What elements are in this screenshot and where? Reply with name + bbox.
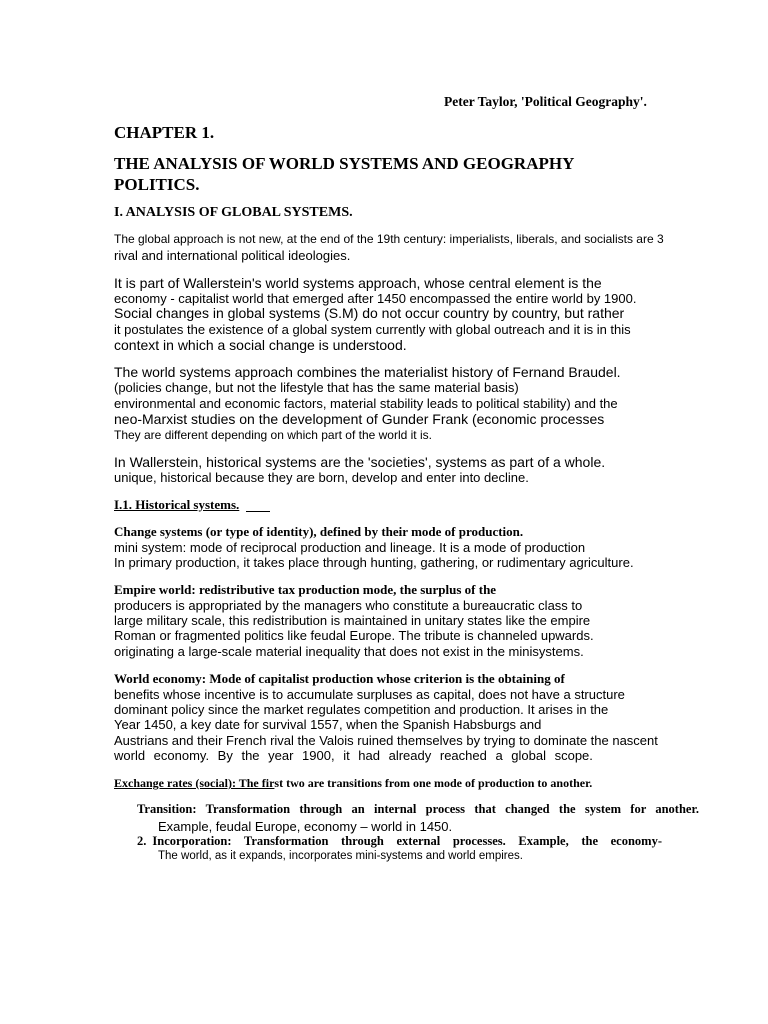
paragraph-line: originating a large-scale material inequality that does not exist in the minisystems. [114,644,584,659]
exchange-rates-text: st two are transitions from one mode of production to another. [274,776,593,790]
paragraph-line: mini system: mode of reciprocal production and lineage. It is a mode of production [114,540,586,555]
chapter-heading: CHAPTER 1. [114,123,215,142]
paragraph-line: it postulates the existence of a global system currently with global outreach and it is in this [114,322,631,337]
subheading-empire-world: Empire world: redistributive tax production mode, the surplus of the [114,582,497,597]
chapter-title-line-1: THE ANALYSIS OF WORLD SYSTEMS AND GEOGRAPHY [114,154,575,173]
list-item-incorporation-text: The world, as it expands, incorporates mini-systems and world empires. [158,850,523,862]
paragraph-line: Austrians and their French rival the Valois ruined themselves by trying to dominate the nascent [114,733,658,748]
paragraph-line: context in which a social change is understood. [114,337,407,353]
subheading-change-systems: Change systems (or type of identity), defined by their mode of production. [114,524,524,539]
paragraph-line: They are different depending on which part of the world it is. [114,428,432,442]
section-heading-global-systems: I. ANALYSIS OF GLOBAL SYSTEMS. [114,205,353,220]
paragraph-line: In Wallerstein, historical systems are the 'societies', systems as part of a whole. [114,454,606,470]
paragraph-line: economy - capitalist world that emerged after 1450 encompassed the entire world by 1900. [114,291,637,306]
paragraph-line: producers is appropriated by the managers who constitute a bureaucratic class to [114,598,583,613]
author-credit: Peter Taylor, 'Political Geography'. [444,94,647,109]
list-item-incorporation-title: Incorporation: Transformation through external processes. Example, the economy- [152,834,662,848]
heading-underline-rule [246,511,270,512]
paragraph-line: dominant policy since the market regulates competition and production. It arises in the [114,702,609,717]
paragraph-line: world economy. By the year 1900, it had already reached a global scope. [114,748,593,763]
paragraph-line: The world systems approach combines the materialist history of Fernand Braudel. [114,364,621,380]
list-item-transition-heading: Transition: Transformation through an internal process that changed the system for another. [137,802,699,816]
paragraph-line: rival and international political ideologies. [114,248,351,263]
paragraph-line: Roman or fragmented politics like feudal Europe. The tribute is channeled upwards. [114,628,594,643]
list-item-transition-text: Example, feudal Europe, economy – world in 1450. [158,819,453,834]
paragraph-line: In primary production, it takes place through hunting, gathering, or rudimentary agriculture. [114,555,634,570]
exchange-rates-label: Exchange rates (social): The fir [114,776,275,790]
paragraph-line: benefits whose incentive is to accumulate surpluses as capital, does not have a structure [114,687,625,702]
subheading-world-economy: World economy: Mode of capitalist production whose criterion is the obtaining of [114,671,565,686]
list-item-incorporation-heading [137,834,662,849]
paragraph-line: large military scale, this redistribution is maintained in unitary states like the empire [114,613,591,628]
paragraph-line: (policies change, but not the lifestyle that has the same material basis) [114,380,519,395]
exchange-rates-line [114,776,592,791]
paragraph-line: Year 1450, a key date for survival 1557, when the Spanish Habsburgs and [114,717,542,732]
paragraph-line: unique, historical because they are born, develop and enter into decline. [114,470,529,485]
paragraph-line: It is part of Wallerstein's world systems approach, whose central element is the [114,275,602,291]
chapter-title-line-2: POLITICS. [114,175,200,194]
list-item-number: 2. [137,834,147,848]
paragraph-line: Social changes in global systems (S.M) do not occur country by country, but rather [114,305,625,321]
section-heading-historical-systems: I.1. Historical systems. [114,497,240,512]
paragraph-line: The global approach is not new, at the end of the 19th century: imperialists, liberals, and socialists are 3 [114,232,664,246]
paragraph-line: environmental and economic factors, material stability leads to political stability) and the [114,396,618,411]
paragraph-line: neo-Marxist studies on the development of Gunder Frank (economic processes [114,411,605,427]
